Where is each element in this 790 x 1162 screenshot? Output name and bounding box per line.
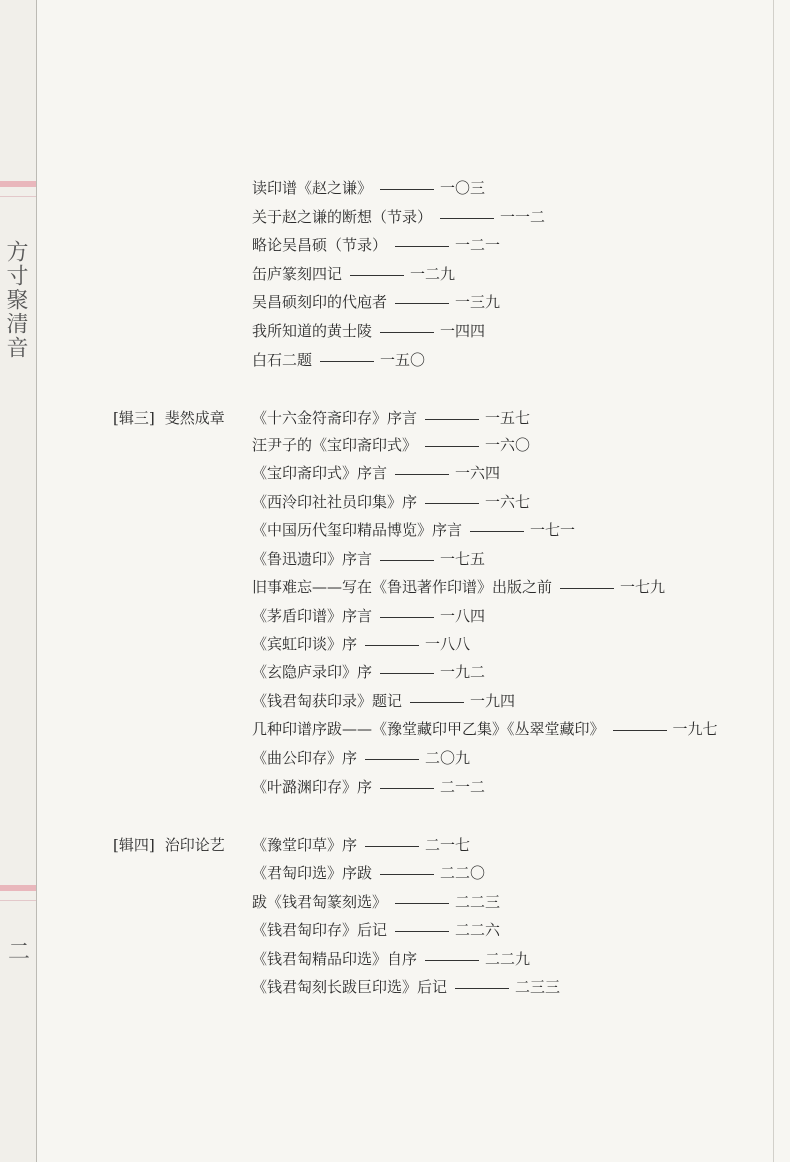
entry-title: 《宝印斋印式》序言 — [252, 464, 388, 482]
entry-page: 一八四 — [440, 607, 486, 625]
entry-page: 一五〇 — [380, 351, 426, 369]
leader-dash — [380, 189, 434, 190]
margin-pink-mark-bottom — [0, 885, 36, 891]
leader-dash — [440, 218, 494, 219]
entry-title: 汪尹子的《宝印斋印式》 — [252, 436, 418, 454]
toc-entry[interactable] — [252, 835, 470, 855]
entry-page: 一五七 — [485, 409, 531, 427]
leader-dash — [425, 960, 479, 961]
toc-entry[interactable] — [252, 719, 718, 739]
toc-entry[interactable] — [252, 691, 515, 711]
entry-title: 《茅盾印谱》序言 — [252, 607, 373, 625]
leader-dash — [365, 759, 419, 760]
entry-title: 关于赵之谦的断想（节录） — [252, 208, 433, 226]
entry-page: 一七一 — [530, 521, 576, 539]
entry-page: 一六四 — [455, 464, 501, 482]
entry-page: 一三九 — [455, 293, 501, 311]
entry-title: 《玄隐庐录印》序 — [252, 663, 373, 681]
leader-dash — [380, 673, 434, 674]
leader-dash — [380, 560, 434, 561]
leader-dash — [380, 788, 434, 789]
entry-title: 缶庐篆刻四记 — [252, 265, 343, 283]
entry-title: 吴昌硕刻印的代庖者 — [252, 293, 388, 311]
leader-dash — [395, 246, 449, 247]
toc-entry[interactable] — [252, 292, 500, 312]
section-label: [辑三] — [113, 409, 155, 427]
entry-page: 一六〇 — [485, 436, 531, 454]
leader-dash — [560, 588, 614, 589]
toc-entry[interactable] — [252, 549, 485, 569]
entry-page: 二〇九 — [425, 749, 471, 767]
leader-dash — [395, 474, 449, 475]
toc-entry[interactable] — [252, 463, 500, 483]
entry-page: 一一二 — [500, 208, 546, 226]
entry-title: 《中国历代玺印精品博览》序言 — [252, 521, 463, 539]
entry-title: 白石二题 — [252, 351, 313, 369]
leader-dash — [350, 275, 404, 276]
leader-dash — [320, 361, 374, 362]
leader-dash — [410, 702, 464, 703]
section-label: [辑四] — [113, 836, 155, 854]
toc-entry[interactable] — [252, 350, 425, 370]
entry-title: 旧事难忘——写在《鲁迅著作印谱》出版之前 — [252, 578, 553, 596]
entry-title: 几种印谱序跋——《豫堂藏印甲乙集》《丛翠堂藏印》 — [252, 720, 605, 738]
toc-entry[interactable] — [252, 207, 545, 227]
entry-page: 二二〇 — [440, 864, 486, 882]
leader-dash — [380, 617, 434, 618]
toc-entry[interactable] — [252, 520, 575, 540]
entry-page: 一七五 — [440, 550, 486, 568]
toc-entry[interactable] — [252, 949, 530, 969]
toc-entry[interactable] — [252, 577, 665, 597]
leader-dash — [395, 303, 449, 304]
toc-entry[interactable] — [252, 920, 500, 940]
entry-title: 读印谱《赵之谦》 — [252, 179, 373, 197]
entry-title: 《十六金符斋印存》序言 — [252, 409, 418, 427]
page-number: 二 — [8, 940, 31, 965]
entry-title: 《曲公印存》序 — [252, 749, 358, 767]
margin-rule-top — [0, 196, 36, 197]
toc-entry[interactable] — [252, 777, 485, 797]
section-heading-3 — [113, 408, 225, 428]
toc-entry[interactable] — [252, 408, 530, 428]
entry-page: 一七九 — [620, 578, 666, 596]
toc-entry[interactable] — [252, 321, 485, 341]
margin-pink-mark-top — [0, 181, 36, 187]
section-name: 治印论艺 — [164, 836, 225, 854]
leader-dash — [425, 446, 479, 447]
entry-page: 二二六 — [455, 921, 501, 939]
leader-dash — [613, 730, 667, 731]
entry-title: 《豫堂印草》序 — [252, 836, 358, 854]
toc-entry[interactable] — [252, 235, 500, 255]
entry-page: 一四四 — [440, 322, 486, 340]
toc-entry[interactable] — [252, 977, 560, 997]
entry-title: 我所知道的黄士陵 — [252, 322, 373, 340]
entry-title: 《鲁迅遗印》序言 — [252, 550, 373, 568]
leader-dash — [380, 332, 434, 333]
entry-page: 一九四 — [470, 692, 516, 710]
entry-title: 《叶潞渊印存》序 — [252, 778, 373, 796]
toc-entry[interactable] — [252, 178, 485, 198]
entry-page: 一九二 — [440, 663, 486, 681]
entry-page: 一二一 — [455, 236, 501, 254]
toc-entry[interactable] — [252, 606, 485, 626]
entry-page: 一八八 — [425, 635, 471, 653]
toc-entry[interactable] — [252, 264, 455, 284]
leader-dash — [425, 503, 479, 504]
entry-title: 《钱君匋刻长跋巨印选》后记 — [252, 978, 448, 996]
entry-page: 一二九 — [410, 265, 456, 283]
entry-page: 一六七 — [485, 493, 531, 511]
toc-entry[interactable] — [252, 892, 500, 912]
entry-page: 二二九 — [485, 950, 531, 968]
section-name: 斐然成章 — [164, 409, 225, 427]
entry-title: 略论吴昌硕（节录） — [252, 236, 388, 254]
toc-entry[interactable] — [252, 435, 530, 455]
entry-title: 《西泠印社社员印集》序 — [252, 493, 418, 511]
leader-dash — [365, 846, 419, 847]
leader-dash — [455, 988, 509, 989]
entry-page: 二三三 — [515, 978, 561, 996]
margin-rule-bottom — [0, 900, 36, 901]
leader-dash — [425, 419, 479, 420]
leader-dash — [470, 531, 524, 532]
leader-dash — [395, 903, 449, 904]
section-heading-4 — [113, 835, 225, 855]
leader-dash — [365, 645, 419, 646]
right-page-edge — [773, 0, 774, 1162]
book-title-vertical: 方寸聚清音 — [3, 240, 28, 360]
entry-page: 一九七 — [672, 720, 718, 738]
toc-entry[interactable] — [252, 662, 485, 682]
toc-entry[interactable] — [252, 492, 530, 512]
toc-entry[interactable] — [252, 748, 470, 768]
entry-title: 《钱君匋获印录》题记 — [252, 692, 403, 710]
toc-entry[interactable] — [252, 634, 470, 654]
entry-page: 二一七 — [425, 836, 471, 854]
entry-title: 《钱君匋印存》后记 — [252, 921, 388, 939]
left-margin-band — [0, 0, 37, 1162]
leader-dash — [380, 874, 434, 875]
entry-title: 《宾虹印谈》序 — [252, 635, 358, 653]
entry-title: 《君匋印选》序跋 — [252, 864, 373, 882]
entry-page: 二一二 — [440, 778, 486, 796]
toc-entry[interactable] — [252, 863, 485, 883]
entry-title: 跋《钱君匋篆刻选》 — [252, 893, 388, 911]
leader-dash — [395, 931, 449, 932]
entry-title: 《钱君匋精品印选》自序 — [252, 950, 418, 968]
entry-page: 一〇三 — [440, 179, 486, 197]
entry-page: 二二三 — [455, 893, 501, 911]
